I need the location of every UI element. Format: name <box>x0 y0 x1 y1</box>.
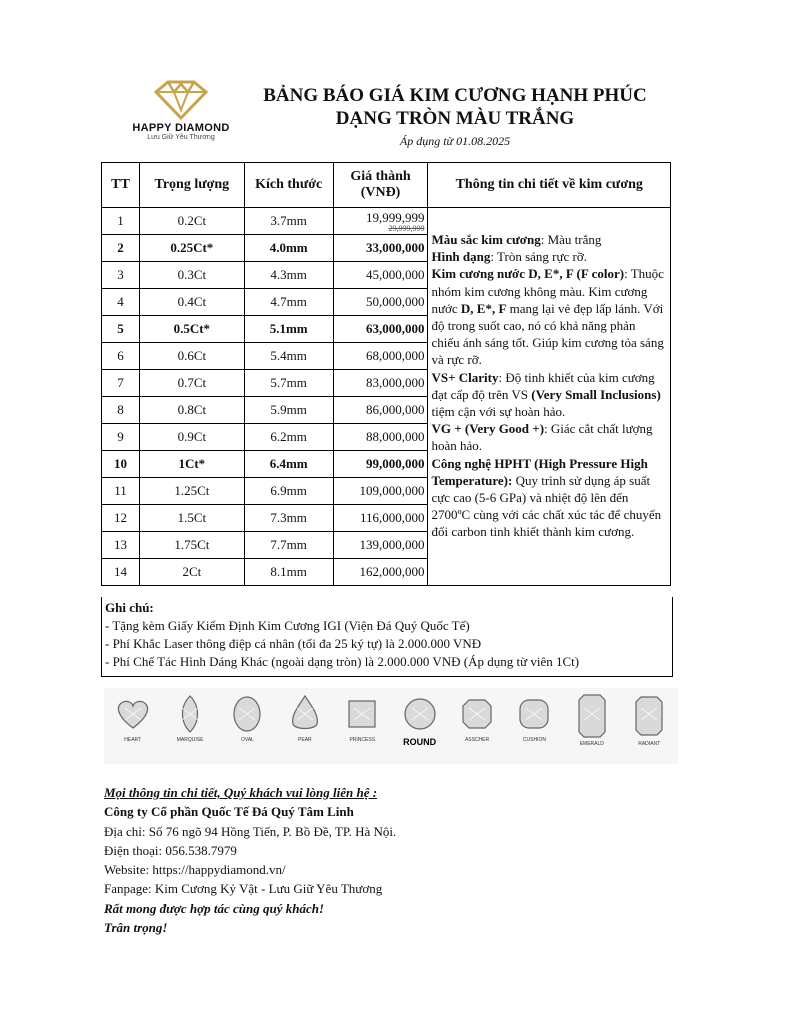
diamond-size <box>244 235 333 262</box>
carat-weight-text: 0.25Ct* <box>170 240 214 255</box>
notes-section <box>101 597 673 677</box>
diamond-shapes-gallery <box>104 688 678 764</box>
row-number-text: 5 <box>117 321 124 336</box>
pear-diamond-icon <box>285 694 325 734</box>
carat-weight-text: 0.3Ct <box>177 267 207 282</box>
shape-label: OVAL <box>240 737 254 743</box>
row-number <box>102 235 140 262</box>
emerald-diamond-icon <box>572 694 612 738</box>
carat-weight <box>139 316 244 343</box>
carat-weight-text: 0.2Ct <box>177 213 207 228</box>
price-text: 139,000,000 <box>359 537 425 552</box>
diamond-size <box>244 532 333 559</box>
diamond-size-text: 6.2mm <box>270 429 307 444</box>
shape-emerald <box>564 688 619 747</box>
shape-label: MARQUISE <box>176 737 204 743</box>
notes-title: Ghi chú: <box>105 600 154 615</box>
diamond-size-text: 6.9mm <box>270 483 307 498</box>
price <box>333 343 428 370</box>
row-number <box>102 208 140 235</box>
detail-value: Quy trình sử dụng áp suất cực cao (5-6 GPa) và nhiệt độ lên đến 2700ºC cùng với các chất xúc tác để chuyển đổi carbon tinh khiết thành kim cương. <box>431 472 662 540</box>
diamond-size <box>244 424 333 451</box>
price <box>333 262 428 289</box>
carat-weight <box>139 289 244 316</box>
detail-value: : Độ tinh khiết của kim cương đạt cấp độ trên VS <box>431 369 655 402</box>
price-text: 83,000,000 <box>365 375 425 390</box>
diamond-size <box>244 478 333 505</box>
price <box>333 289 428 316</box>
price <box>333 397 428 424</box>
row-number-text: 4 <box>117 294 124 309</box>
carat-weight-text: 0.8Ct <box>177 402 207 417</box>
carat-weight <box>139 208 244 235</box>
cushion-diamond-icon <box>514 694 554 734</box>
diamond-size <box>244 370 333 397</box>
website-link[interactable]: Website: https://happydiamond.vn/ <box>104 862 286 878</box>
price <box>333 316 428 343</box>
carat-weight-text: 0.9Ct <box>177 429 207 444</box>
princess-diamond-icon <box>342 694 382 734</box>
row-number-text: 10 <box>113 456 127 471</box>
detail-label: Kim cương nước D, E*, F (F color) <box>431 266 625 282</box>
diamond-size-text: 6.4mm <box>269 456 308 471</box>
carat-weight-text: 1.25Ct <box>174 483 210 498</box>
row-number <box>102 478 140 505</box>
column-header: Thông tin chi tiết về kim cương <box>428 163 671 208</box>
diamond-size-text: 5.7mm <box>270 375 307 390</box>
price-text: 33,000,000 <box>365 240 425 255</box>
table-header-row <box>102 163 671 208</box>
shape-pear <box>277 688 332 743</box>
detail-label: Hình dạng <box>431 249 491 265</box>
round-diamond-icon <box>400 694 440 734</box>
price <box>333 559 428 586</box>
row-number-text: 11 <box>114 483 127 498</box>
price-text: 45,000,000 <box>365 267 425 282</box>
carat-weight-text: 0.5Ct* <box>173 321 211 336</box>
carat-weight <box>139 370 244 397</box>
price <box>333 208 428 235</box>
carat-weight <box>139 559 244 586</box>
note-item: - Phí Chế Tác Hình Dáng Khác (ngoài dạng tròn) là 2.000.000 VNĐ (Áp dụng từ viên 1Ct) <box>105 654 580 669</box>
carat-weight-text: 1Ct* <box>178 456 206 471</box>
shape-label: PRINCESS <box>349 737 376 743</box>
row-number <box>102 316 140 343</box>
shape-round <box>392 688 447 747</box>
row-number-text: 3 <box>117 267 124 282</box>
carat-weight <box>139 397 244 424</box>
carat-weight-text: 1.5Ct <box>177 510 207 525</box>
brand-tagline: Lưu Giữ Yêu Thương <box>147 134 215 141</box>
price <box>333 370 428 397</box>
carat-weight <box>139 478 244 505</box>
shape-radiant <box>622 688 677 747</box>
row-number <box>102 532 140 559</box>
diamond-size-text: 4.7mm <box>270 294 307 309</box>
asscher-diamond-icon <box>457 694 497 734</box>
old-price: 29,999,999 <box>388 224 425 233</box>
note-item: - Phí Khắc Laser thông điệp cá nhân (tối đa 25 ký tự) là 2.000.000 VNĐ <box>105 636 482 651</box>
shape-asscher <box>450 688 505 743</box>
detail-value: : Màu trắng <box>540 232 602 247</box>
shape-label: PEAR <box>298 737 312 743</box>
diamond-size-text: 5.1mm <box>269 321 308 336</box>
carat-weight <box>139 262 244 289</box>
company-name: Công ty Cổ phần Quốc Tế Đá Quý Tâm Linh <box>104 804 354 820</box>
marquise-diamond-icon <box>170 694 210 734</box>
table-row <box>102 208 671 235</box>
diamond-size <box>244 397 333 424</box>
detail-label: Công nghệ HPHT (High Pressure High Temperature): <box>431 455 648 488</box>
row-number-text: 13 <box>113 537 127 552</box>
detail-emphasis: (Very Small Inclusions) <box>531 386 661 402</box>
carat-weight <box>139 235 244 262</box>
diamond-size-text: 7.3mm <box>270 510 307 525</box>
detail-emphasis: D, E*, F <box>460 300 507 316</box>
price-text: 109,000,000 <box>359 483 425 498</box>
price-text: 86,000,000 <box>365 402 425 417</box>
shape-label: EMERALD <box>579 741 604 747</box>
closing-signoff: Trân trọng! <box>104 920 168 936</box>
carat-weight-text: 1.75Ct <box>174 537 210 552</box>
column-header: Giá thành (VNĐ) <box>333 163 428 208</box>
brand-name: HAPPY DIAMOND <box>132 122 230 134</box>
row-number-text: 9 <box>117 429 124 444</box>
brand-logo <box>120 80 242 152</box>
price <box>333 235 428 262</box>
diamond-size <box>244 505 333 532</box>
shape-label: RADIANT <box>638 741 661 747</box>
price-text: 99,000,000 <box>365 456 425 471</box>
price <box>333 451 428 478</box>
page-subtitle: DẠNG TRÒN MÀU TRẮNG <box>335 108 575 129</box>
diamond-size-text: 5.9mm <box>270 402 307 417</box>
column-header: TT <box>102 163 140 208</box>
page-title: BẢNG BÁO GIÁ KIM CƯƠNG HẠNH PHÚC <box>263 85 647 106</box>
diamond-size-text: 8.1mm <box>270 564 307 579</box>
row-number <box>102 559 140 586</box>
detail-value: tiệm cận với sự hoàn hảo. <box>431 404 566 420</box>
closing-line: Rất mong được hợp tác cùng quý khách! <box>104 900 325 916</box>
carat-weight-text: 0.4Ct <box>177 294 207 309</box>
shape-label: HEART <box>124 737 142 743</box>
diamond-details <box>428 208 671 586</box>
price-text: 63,000,000 <box>365 321 425 336</box>
diamond-size <box>244 343 333 370</box>
row-number <box>102 397 140 424</box>
row-number-text: 7 <box>117 375 124 390</box>
fanpage-link[interactable]: Fanpage: Kim Cương Kỷ Vật - Lưu Giữ Yêu Thương <box>104 881 383 897</box>
shape-label: ROUND <box>403 737 437 747</box>
price <box>333 505 428 532</box>
row-number <box>102 370 140 397</box>
detail-label: VS+ Clarity <box>431 369 499 385</box>
row-number <box>102 505 140 532</box>
effective-date: Áp dụng từ 01.08.2025 <box>399 134 511 148</box>
oval-diamond-icon <box>227 694 267 734</box>
diamond-size <box>244 262 333 289</box>
shape-princess <box>335 688 390 743</box>
price-text: 162,000,000 <box>359 564 425 579</box>
phone: Điện thoại: 056.538.7979 <box>104 842 237 858</box>
contact-heading: Mọi thông tin chi tiết, Quý khách vui lòng liên hệ : <box>104 785 378 800</box>
row-number-text: 12 <box>113 510 127 525</box>
heart-diamond-icon <box>113 694 153 734</box>
carat-weight-text: 0.7Ct <box>177 375 207 390</box>
carat-weight-text: 2Ct <box>182 564 202 579</box>
diamond-size <box>244 451 333 478</box>
row-number <box>102 424 140 451</box>
row-number <box>102 262 140 289</box>
diamond-size <box>244 559 333 586</box>
row-number <box>102 343 140 370</box>
contact-section <box>104 783 396 937</box>
diamond-size-text: 4.3mm <box>270 267 307 282</box>
price-text: 68,000,000 <box>365 348 425 363</box>
carat-weight <box>139 505 244 532</box>
price <box>333 424 428 451</box>
row-number-text: 2 <box>117 240 124 255</box>
diamond-size-text: 4.0mm <box>269 240 308 255</box>
carat-weight <box>139 424 244 451</box>
detail-label: Màu sắc kim cương <box>431 232 541 247</box>
shape-marquise <box>163 688 218 743</box>
detail-value: : Giác cắt chất lượng hoàn hảo. <box>431 421 653 454</box>
radiant-diamond-icon <box>629 694 669 738</box>
price-text: 88,000,000 <box>365 429 425 444</box>
row-number-text: 8 <box>117 402 124 417</box>
diamond-size-text: 7.7mm <box>270 537 307 552</box>
shape-oval <box>220 688 275 743</box>
diamond-size <box>244 316 333 343</box>
row-number-text: 14 <box>113 564 127 579</box>
note-item: - Tặng kèm Giấy Kiểm Định Kim Cương IGI (Viện Đá Quý Quốc Tế) <box>105 618 470 633</box>
diamond-logo-icon <box>148 80 214 120</box>
detail-value: : Thuộc nhóm kim cương không màu. Kim cương nước <box>431 266 664 316</box>
carat-weight <box>139 343 244 370</box>
carat-weight-text: 0.6Ct <box>177 348 207 363</box>
diamond-size-text: 3.7mm <box>270 213 307 228</box>
row-number-text: 1 <box>117 213 124 228</box>
price <box>333 532 428 559</box>
row-number <box>102 451 140 478</box>
address: Địa chỉ: Số 76 ngõ 94 Hồng Tiến, P. Bồ Đề, TP. Hà Nội. <box>104 823 397 839</box>
diamond-size <box>244 289 333 316</box>
detail-label: VG + (Very Good +) <box>431 421 545 437</box>
shape-label: CUSHION <box>522 737 546 743</box>
price-table <box>101 162 671 586</box>
price-text: 19,999,999 <box>365 210 425 225</box>
column-header: Trọng lượng <box>139 163 244 208</box>
price-text: 116,000,000 <box>359 510 425 525</box>
row-number <box>102 289 140 316</box>
carat-weight <box>139 532 244 559</box>
detail-value: mang lại vẻ đẹp lấp lánh. Với độ trong suốt cao, nó có khả năng phản chiếu ánh sáng tốt. Giúp kim cương tỏa sáng và rực rỡ. <box>431 300 664 368</box>
shape-cushion <box>507 688 562 743</box>
shape-label: ASSCHER <box>464 737 490 743</box>
detail-value: : Tròn sáng rực rỡ. <box>490 249 587 265</box>
carat-weight <box>139 451 244 478</box>
diamond-size-text: 5.4mm <box>270 348 307 363</box>
shape-heart <box>105 688 160 743</box>
diamond-size <box>244 208 333 235</box>
column-header: Kích thước <box>244 163 333 208</box>
price <box>333 478 428 505</box>
row-number-text: 6 <box>117 348 124 363</box>
price-text: 50,000,000 <box>365 294 425 309</box>
